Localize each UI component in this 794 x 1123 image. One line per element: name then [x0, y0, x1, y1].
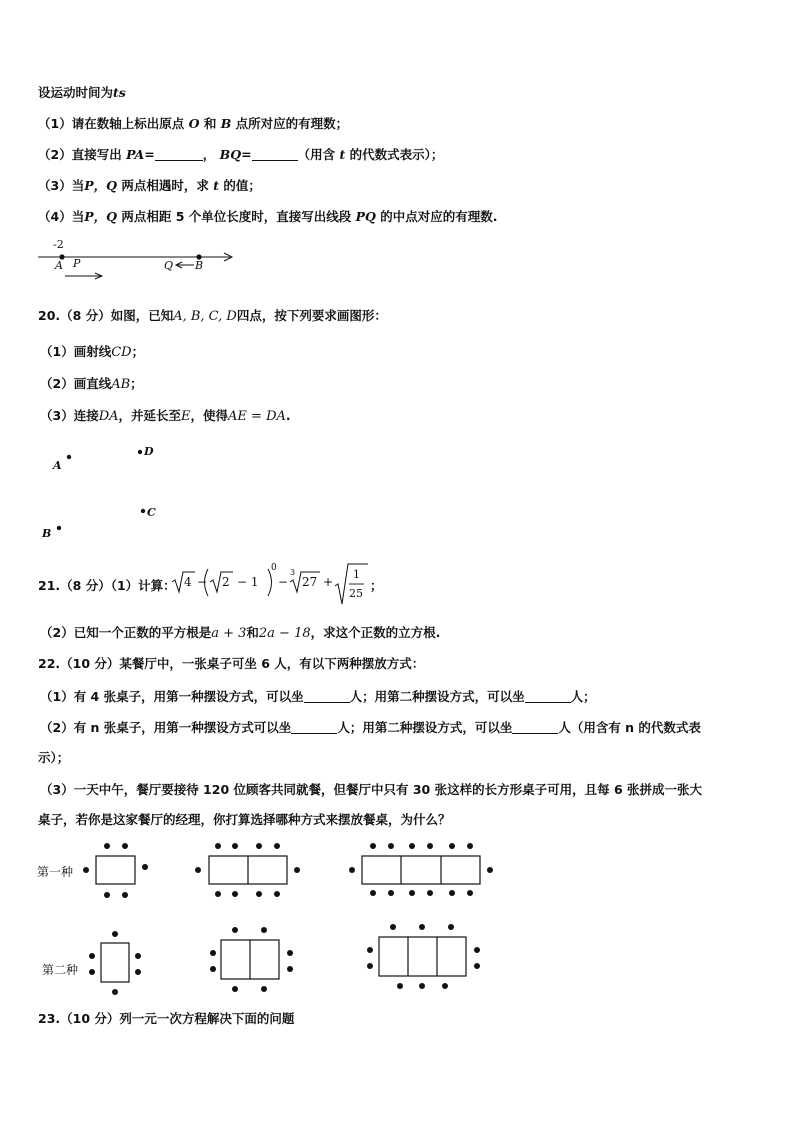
op-minus: − [278, 575, 289, 589]
radicand-2: 2 [222, 575, 230, 589]
text: （用含 [297, 147, 336, 162]
text: ，使得 [190, 408, 229, 423]
var-t: t [213, 178, 220, 193]
var-pa: PA [126, 147, 145, 162]
var-b: B [220, 116, 232, 131]
text: ； [131, 344, 145, 359]
var-t: t [339, 147, 346, 162]
math-ab: AB [111, 377, 131, 392]
point-p-label: P [73, 257, 81, 270]
point-b-label: B [42, 527, 52, 540]
point-q-label: Q [164, 259, 174, 272]
text: 四点，按下列要求画图形： [236, 308, 387, 323]
point-d-label: D [144, 445, 154, 458]
point-a-label: A [55, 259, 63, 272]
text: （1）有 4 张桌子，用第一种摆设方式，可以坐 [40, 689, 304, 704]
text: . [285, 408, 291, 423]
math-cd: CD [111, 345, 132, 360]
equals: = [241, 147, 252, 162]
text: ， [202, 147, 216, 162]
point-c-label: C [147, 506, 156, 519]
var-ts: ts [113, 85, 126, 100]
text: （2）已知一个正数的平方根是 [40, 625, 212, 640]
text: 20.（8 分）如图，已知 [38, 308, 174, 323]
math-points: A, B, C, D [173, 309, 237, 324]
text: （3）连接 [40, 408, 99, 423]
text: 的代数式表示）； [349, 147, 444, 162]
text: 22.（10 分）某餐厅中，一张桌子可坐 6 人，有以下两种摆放方式： [38, 656, 425, 671]
text: 点所对应的有理数； [235, 116, 349, 131]
equals: = [144, 147, 155, 162]
text: 桌子，若你是这家餐厅的经理，你打算选择哪种方式来摆放餐桌，为什么？ [38, 812, 451, 827]
text: 人；用第二种摆设方式，可以坐 [337, 720, 513, 735]
point-a-label: A [53, 459, 62, 472]
math-a-plus-3: a + 3 [211, 626, 247, 641]
text: 两点相遇时，求 [121, 178, 209, 193]
text: （2）有 n 张桌子，用第一种摆设方式可以坐 [40, 720, 292, 735]
text: 设运动时间为 [38, 85, 114, 100]
text: （2）直接写出 [38, 147, 122, 162]
text: 人（用含有 n 的代数式表 [558, 720, 701, 735]
text: 和 [246, 625, 259, 640]
text: （1）画射线 [40, 344, 112, 359]
math-ae-eq-da: AE = DA [228, 409, 286, 424]
text: 示）； [38, 750, 70, 765]
text: 两点相距 5 个单位长度时，直接写出线段 [121, 209, 352, 224]
op-plus: + [323, 575, 334, 589]
fraction-denominator: 25 [349, 587, 363, 600]
text: ，并延长至 [118, 408, 182, 423]
minus-one: − 1 [237, 575, 259, 589]
var-pq: P，Q [84, 178, 117, 193]
point-b-label: B [195, 259, 204, 272]
label-second-arrangement: 第二种 [42, 963, 79, 977]
text: 人；用第二种摆设方式，可以坐 [349, 689, 525, 704]
fraction-numerator: 1 [353, 568, 360, 581]
text: （4）当 [38, 209, 85, 224]
text: 人； [570, 689, 596, 704]
var-pq: P，Q [84, 209, 117, 224]
label-minus-2: -2 [53, 238, 64, 251]
math-2a-minus-18: 2a − 18 [258, 626, 311, 641]
text: 的中点对应的有理数. [380, 209, 498, 224]
text: （2）画直线 [40, 376, 112, 391]
text: 的值； [223, 178, 261, 193]
exponent-zero: 0 [271, 563, 277, 573]
radicand-4: 4 [184, 575, 192, 589]
text: （1）请在数轴上标出原点 [38, 116, 185, 131]
root-index-3: 3 [290, 568, 296, 577]
text: ，求这个正数的立方根. [310, 625, 441, 640]
op-minus: − [197, 575, 208, 589]
text: （3）当 [38, 178, 85, 193]
q23-header [38, 1011, 294, 1027]
text: （3）一天中午，餐厅要接待 120 位顾客共同就餐，但餐厅中只有 30 张这样的长方形桌子可用，且每 6 张拼成一张大 [40, 782, 702, 797]
math-da: DA [98, 409, 119, 424]
text: 23.（10 分）列一元一次方程解决下面的问题 [38, 1011, 295, 1026]
text: ； [370, 578, 383, 593]
math-e: E [181, 409, 191, 424]
var-bq: BQ [219, 147, 242, 162]
var-segment-pq: PQ [355, 209, 376, 224]
label-first-arrangement: 第一种 [37, 865, 74, 879]
var-o: O [188, 116, 200, 131]
text: 和 [203, 116, 217, 131]
radicand-27: 27 [302, 575, 318, 589]
text: 21.（8 分）（1）计算： [38, 578, 176, 593]
text: ； [130, 376, 143, 391]
